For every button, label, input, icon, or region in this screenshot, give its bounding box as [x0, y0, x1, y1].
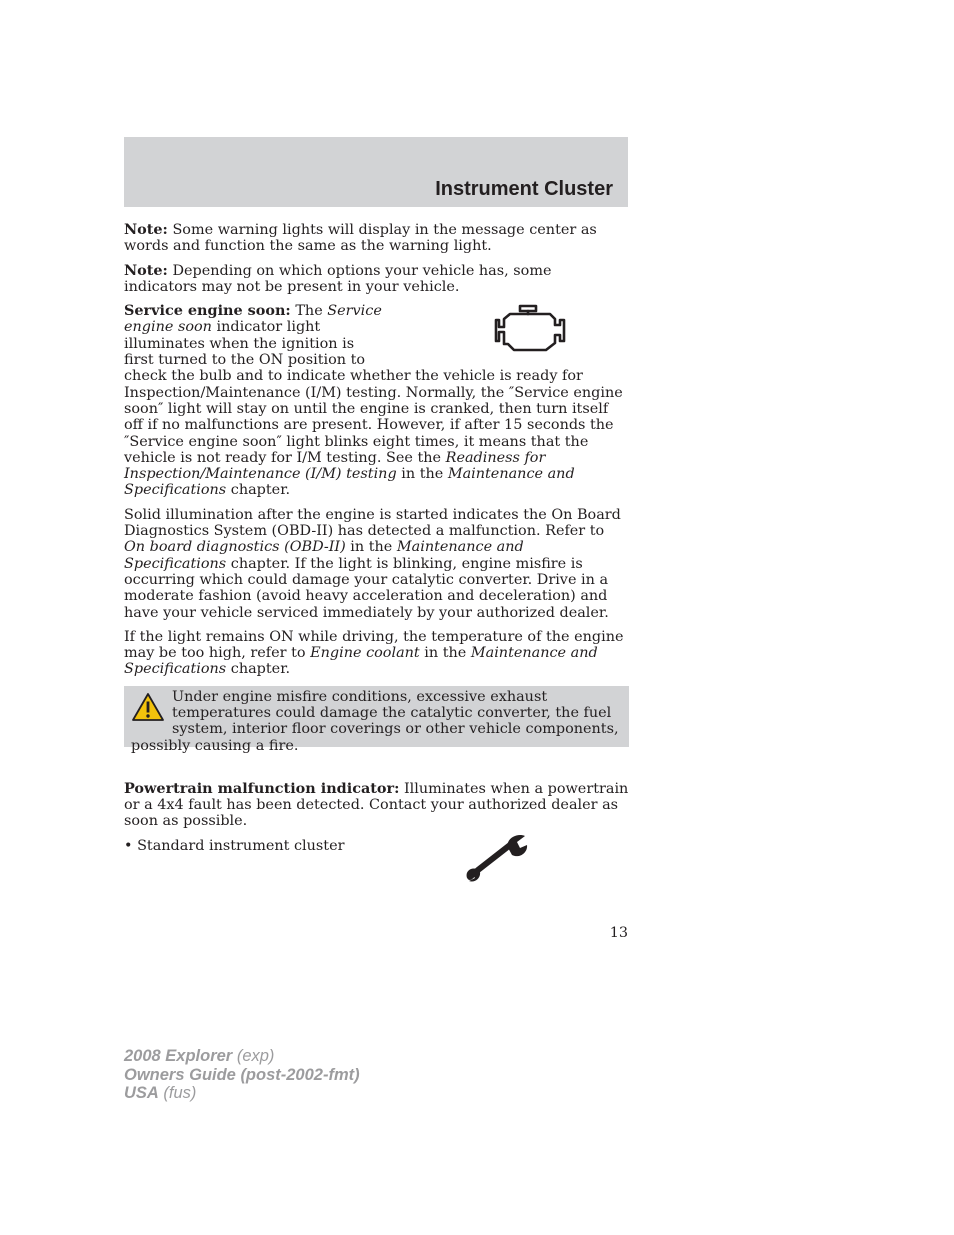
footer-model-code: (exp): [232, 1047, 275, 1065]
footer-line: [124, 1066, 360, 1085]
body-text: in the: [396, 466, 448, 483]
footer-guide: Owners Guide (post-2002-fmt): [124, 1065, 360, 1084]
italic-reference: Engine coolant: [310, 645, 420, 662]
footer-market: USA: [124, 1084, 159, 1102]
note-label: Note:: [124, 221, 168, 238]
document-footer: [124, 1047, 360, 1103]
body-text: indicator light illuminates when the ignition is first turned to the ON position to check the bulb and to indicate whether the vehicle is ready for Inspection/Maintenance (I/M) testing. Normally, the ″Service engine soon″ light will stay on until the engine is cranked, then turn itself off if no malfunctions are present. However, if after 15 seconds the ″Service engine soon″ light blinks eight times, it means that the vehicle is not ready for I/M testing. See the: [124, 319, 623, 466]
note-paragraph: [124, 263, 629, 296]
section-header: [124, 137, 628, 207]
footer-line: [124, 1084, 360, 1103]
warning-box: [124, 686, 629, 754]
body-text: Solid illumination after the engine is started indicates the On Board Diagnostics System (OBD-II) has detected a malfunction. Refer to: [124, 506, 621, 540]
body-text: chapter.: [226, 482, 291, 499]
note-paragraph: [124, 222, 629, 255]
page-number: 13: [609, 925, 628, 941]
footer-market-code: (fus): [158, 1084, 197, 1102]
solid-illumination-paragraph: [124, 507, 629, 621]
wrench-icon: [464, 832, 534, 882]
footer-model: 2008 Explorer: [124, 1047, 233, 1065]
service-engine-paragraph: [124, 303, 629, 499]
italic-reference: Maintenance and Specifications: [124, 466, 575, 499]
list-item: • Standard instrument cluster: [124, 837, 345, 854]
bullet-list: [124, 838, 629, 898]
footer-line: [124, 1047, 360, 1066]
check-engine-figure: [384, 303, 629, 367]
body-text: If the light remains ON while driving, the temperature of the engine may be too high, refer to: [124, 628, 624, 662]
body-text: chapter. If the light is blinking, engine misfire is occurring which could damage your catalytic converter. Drive in a moderate fashion (avoid heavy acceleration and deceleration) and have your vehicle serviced immediately by your authorized dealer.: [124, 555, 609, 621]
light-remains-paragraph: [124, 629, 629, 678]
section-title: Instrument Cluster: [435, 178, 613, 200]
italic-reference: Readiness for Inspection/Maintenance (I/M) testing: [124, 449, 546, 483]
body-text: chapter.: [226, 661, 291, 678]
italic-reference: On board diagnostics (OBD-II): [124, 539, 346, 556]
check-engine-icon: [494, 303, 566, 355]
body-text: in the: [419, 645, 471, 662]
page-body: [124, 222, 629, 898]
warning-text: Under engine misfire conditions, excessive exhaust temperatures could damage the catalytic converter, the fuel system, interior floor coverings or other vehicle components, possibly causing a fire.: [131, 688, 619, 754]
italic-reference: Maintenance and Specifications: [124, 539, 524, 572]
note-text: Depending on which options your vehicle has, some indicators may not be present in your vehicle.: [124, 262, 552, 295]
powertrain-label: Powertrain malfunction indicator:: [124, 779, 400, 797]
body-text: in the: [345, 539, 397, 556]
warning-triangle-icon: [131, 692, 165, 722]
service-engine-label: Service engine soon:: [124, 302, 291, 320]
italic-reference: Maintenance and Specifications: [124, 645, 598, 678]
powertrain-text: Illuminates when a powertrain or a 4x4 fault has been detected. Contact your authorized dealer as soon as possible.: [124, 780, 629, 830]
powertrain-paragraph: [124, 781, 629, 830]
italic-reference: Service engine soon: [124, 303, 382, 336]
body-text: The: [290, 303, 328, 320]
note-text: Some warning lights will display in the message center as words and function the same as the warning light.: [124, 222, 597, 255]
note-label: Note:: [124, 261, 168, 279]
